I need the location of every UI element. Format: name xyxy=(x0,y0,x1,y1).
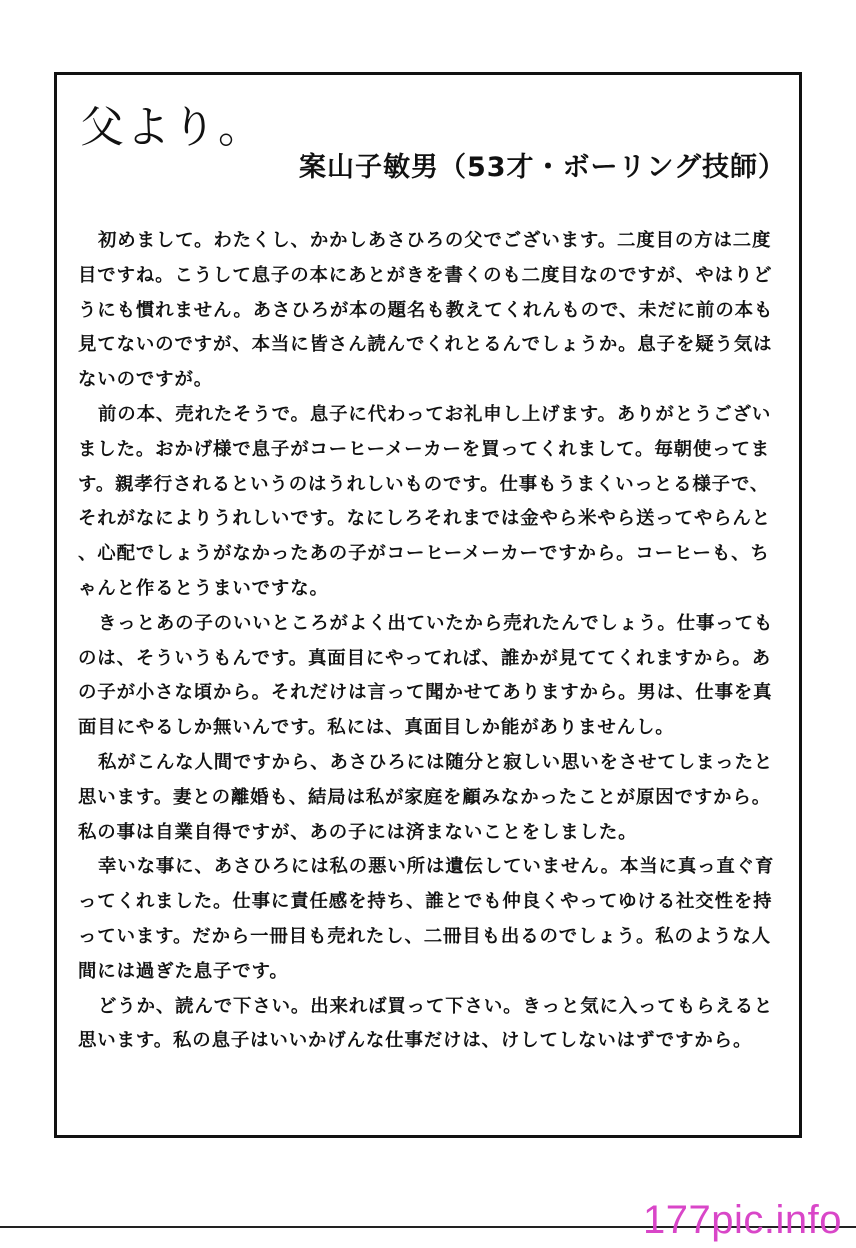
body-line: のは、そういうもんです。真面目にやってれば、誰かが見ててくれますから。あ xyxy=(78,647,771,669)
body-line: す。親孝行されるというのはうれしいものです。仕事もうまくいっとる様子で、 xyxy=(78,473,770,495)
body-line: きっとあの子のいいところがよく出ていたから売れたんでしょう。仕事っても xyxy=(98,612,774,634)
body-line: 私がこんな人間ですから、あさひろには随分と寂しい思いをさせてしまったと xyxy=(98,751,774,773)
body-line: の子が小さな頃から。それだけは言って聞かせてありますから。男は、仕事を真 xyxy=(78,682,773,704)
author-byline: 案山子敏男（53才・ボーリング技師） xyxy=(298,152,786,183)
body-line: 見てないのですが、本当に皆さん読んでくれとるんでしょうか。息子を疑う気は xyxy=(78,334,773,356)
body-line: 前の本、売れたそうで。息子に代わってお礼申し上げます。ありがとうござい xyxy=(98,403,772,425)
body-line: ないのですが。 xyxy=(78,369,214,391)
body-line: ました。おかげ様で息子がコーヒーメーカーを買ってくれまして。毎朝使ってま xyxy=(78,438,771,460)
body-line: 私の事は自業自得ですが、あの子には済まないことをしました。 xyxy=(78,821,638,843)
body-line: 間には過ぎた息子です。 xyxy=(78,960,289,982)
page-title: 父より。 xyxy=(80,102,264,153)
body-line: どうか、読んで下さい。出来れば買って下さい。きっと気に入ってもらえると xyxy=(98,995,774,1017)
site-watermark: 177pic.info xyxy=(643,1198,842,1242)
body-line: 面目にやるしか無いんです。私には、真面目しか能がありませんし。 xyxy=(78,717,675,739)
body-line: ってくれました。仕事に責任感を持ち、誰とでも仲良くやってゆける社交性を持 xyxy=(78,891,773,913)
body-line: 、心配でしょうがなかったあの子がコーヒーメーカーですから。コーヒーも、ち xyxy=(78,543,770,565)
body-line: ゃんと作るとうまいですな。 xyxy=(78,577,329,599)
body-line: 思います。私の息子はいいかげんな仕事だけは、けしてしないはずですから。 xyxy=(78,1030,753,1052)
body-line: 初めまして。わたくし、かかしあさひろの父でございます。二度目の方は二度 xyxy=(98,230,772,251)
body-line: っています。だから一冊目も売れたし、二冊目も出るのでしょう。私のような人 xyxy=(78,925,771,947)
body-line: うにも慣れません。あさひろが本の題名も教えてくれんもので、未だに前の本も xyxy=(78,299,774,321)
body-line: 幸いな事に、あさひろには私の悪い所は遺伝していません。本当に真っ直ぐ育 xyxy=(98,856,775,878)
body-line: それがなによりうれしいです。なにしろそれまでは金やら米やら送ってやらんと xyxy=(78,508,771,530)
afterword-body xyxy=(78,224,790,1059)
body-line: 目ですね。こうして息子の本にあとがきを書くのも二度目なのですが、やはりど xyxy=(78,264,773,286)
body-line: 思います。妻との離婚も、結局は私が家庭を顧みなかったことが原因ですから。 xyxy=(78,786,771,808)
